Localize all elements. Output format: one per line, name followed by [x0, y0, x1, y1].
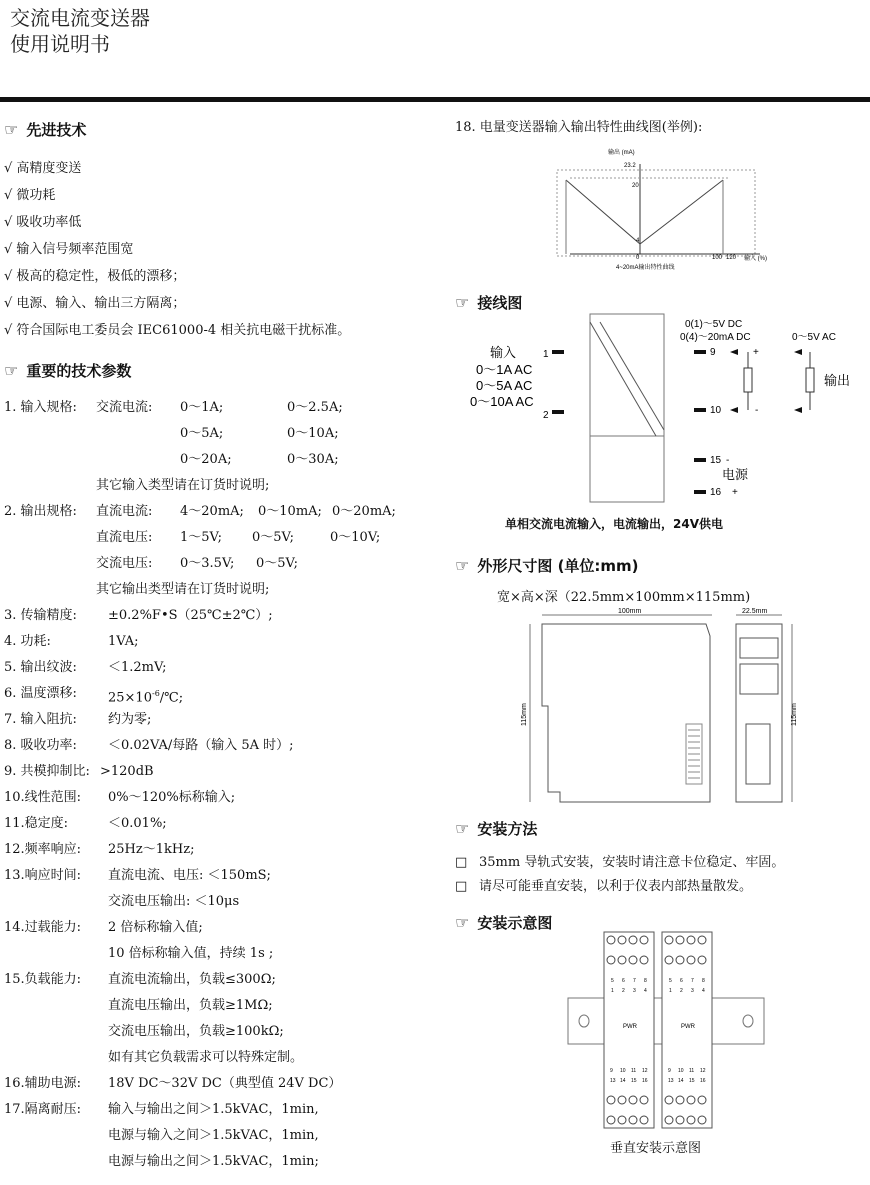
width-label: 100mm: [618, 608, 642, 615]
terminal-number: 4: [644, 988, 647, 994]
install-heading: [455, 818, 537, 839]
params-heading: [4, 360, 131, 381]
terminal-number: 3: [633, 988, 636, 994]
param-value: ＜0.01%;: [108, 816, 167, 831]
curve-y-tick: 0: [636, 255, 640, 261]
dims-heading-text: 外形尺寸图 (单位:mm): [477, 557, 639, 575]
pin-1-label: 1: [543, 349, 549, 360]
drift-unit: /℃;: [159, 690, 184, 706]
param-note: 其它输入类型请在订货时说明;: [96, 478, 270, 493]
param-value: 0～10A;: [287, 426, 339, 441]
schematic-caption: 垂直安装示意图: [610, 1141, 702, 1156]
param-num: 10.线性范围:: [4, 790, 82, 805]
terminal-number: 12: [700, 1068, 706, 1074]
curve-y-tick: 4: [636, 238, 640, 244]
param-value: 直流电流输出，负载≤300Ω;: [108, 972, 276, 987]
param-num: 4. 功耗:: [4, 634, 51, 649]
param-num: 14.过载能力:: [4, 920, 82, 935]
pin-16-label: 16: [710, 487, 722, 498]
terminal-number: 5: [669, 978, 672, 984]
output-minus: -: [755, 405, 759, 416]
param-note: 其它输出类型请在订货时说明;: [96, 582, 270, 597]
power-minus: -: [726, 455, 730, 466]
pointing-hand-icon: ☞: [4, 120, 19, 139]
param-value: [108, 687, 183, 705]
output-type-dc-v: 0(1)～5V DC: [685, 319, 743, 330]
dimension-drawing: [520, 606, 810, 810]
curve-x-title: 输入 (%): [744, 256, 767, 262]
terminal-number: 11: [631, 1068, 637, 1074]
param-value: 电源与输入之间＞1.5kVAC，1min,: [108, 1128, 319, 1143]
terminal-number: 2: [680, 988, 683, 994]
terminal-number: 4: [702, 988, 705, 994]
curve-y-tick: 20: [632, 183, 639, 189]
feature-item: √ 高精度变送: [4, 161, 82, 176]
terminal-number: 13: [668, 1078, 674, 1084]
pointing-hand-icon: ☞: [455, 293, 470, 312]
param-value: 0～5A;: [180, 426, 224, 441]
param-value: 0%～120%标称输入;: [108, 790, 236, 805]
param-num: 13.响应时间:: [4, 868, 82, 883]
terminal-number: 15: [631, 1078, 637, 1084]
curve-y-title: 输出 (mA): [608, 150, 635, 156]
terminal-number: 1: [611, 988, 614, 994]
document-subtitle: 使用说明书: [10, 32, 110, 56]
param-num: 15.负载能力:: [4, 972, 82, 987]
param-value: 0～2.5A;: [287, 400, 343, 415]
pwr-label: PWR: [623, 1024, 637, 1030]
param-label: 直流电流:: [96, 504, 153, 519]
install-bullet: □: [455, 879, 468, 894]
params-heading-text: 重要的技术参数: [26, 362, 132, 380]
document-title: 交流电流变送器: [10, 6, 150, 30]
param-num: 12.频率响应:: [4, 842, 82, 857]
param-value: 0～5V;: [252, 530, 295, 545]
param-num: 3. 传输精度:: [4, 608, 77, 623]
input-range: 0～10A AC: [470, 394, 534, 409]
terminal-number: 13: [610, 1078, 616, 1084]
param-value: 1～5V;: [180, 530, 223, 545]
transmitter-module-left: [604, 932, 654, 1128]
depth-label: 115mm: [791, 703, 798, 726]
header-rule: [0, 97, 870, 102]
module-side-view: [542, 624, 710, 802]
terminal-number: 16: [642, 1078, 648, 1084]
param-num: 5. 输出纹波:: [4, 660, 77, 675]
power-plus: +: [732, 487, 738, 498]
param-value: 输入与输出之间＞1.5kVAC，1min,: [108, 1102, 319, 1117]
param-value: 0～5V;: [256, 556, 299, 571]
voltage-load-resistor: [744, 368, 752, 392]
terminal-number: 7: [691, 978, 694, 984]
param-num: 8. 吸收功率:: [4, 738, 77, 753]
curve-caption: 4~20mA输出特性曲线: [616, 265, 675, 271]
rail-hole: [579, 1015, 589, 1027]
input-range: 0～5A AC: [476, 378, 533, 393]
terminal-number: 6: [680, 978, 683, 984]
param-value: >120dB: [100, 764, 154, 779]
param-value: 约为零;: [108, 712, 152, 727]
arrow-icon: [730, 349, 802, 413]
characteristic-curve: [540, 142, 790, 277]
param-value: 直流电压输出，负载≥1MΩ;: [108, 998, 273, 1013]
param-value: 0～20mA;: [332, 504, 396, 519]
pointing-hand-icon: ☞: [455, 819, 470, 838]
param-label: 交流电压:: [96, 556, 153, 571]
install-bullet: □: [455, 855, 468, 870]
param-value: ±0.2%F•S（25℃±2℃）;: [108, 608, 273, 623]
rail-hole: [743, 1015, 753, 1027]
terminal-number: 10: [620, 1068, 626, 1074]
output-plus: +: [753, 347, 759, 358]
feature-item: √ 极高的稳定性，极低的漂移；: [4, 269, 186, 284]
param-num: 16.辅助电源:: [4, 1076, 82, 1091]
terminal-number: 14: [620, 1078, 626, 1084]
terminal-number: 12: [642, 1068, 648, 1074]
param-value: 25Hz～1kHz;: [108, 842, 195, 857]
pin-15-terminal: [694, 458, 706, 462]
param-value: 0～20A;: [180, 452, 232, 467]
wiring-heading: [455, 292, 522, 313]
dims-subtitle: 宽×高×深（22.5mm×100mm×115mm): [497, 590, 751, 605]
terminal-number: 11: [689, 1068, 695, 1074]
curve-line-right: [640, 180, 723, 244]
param-value: 0～3.5V;: [180, 556, 235, 571]
dims-heading: [455, 555, 639, 576]
feature-item: √ 微功耗: [4, 188, 56, 203]
param-value: 电源与输出之间＞1.5kVAC，1min;: [108, 1154, 319, 1169]
pin-1-terminal: [552, 350, 564, 354]
param-value: 如有其它负载需求可以特殊定制。: [108, 1050, 304, 1065]
wiring-heading-text: 接线图: [477, 294, 523, 312]
terminal-number: 10: [678, 1068, 684, 1074]
feature-item: √ 符合国际电工委员会 IEC61000-4 相关抗电磁干扰标准。: [4, 323, 351, 338]
install-item: 35mm 导轨式安装，安装时请注意卡位稳定、牢固。: [479, 855, 785, 870]
param-value: 直流电流、电压: ＜150mS;: [108, 868, 271, 883]
ac-load-resistor: [806, 368, 814, 392]
param-label: 直流电压:: [96, 530, 153, 545]
pin-2-terminal: [552, 410, 564, 414]
side-width-label: 22.5mm: [742, 608, 768, 615]
curve-line-left: [566, 180, 640, 244]
features-heading-text: 先进技术: [26, 121, 87, 139]
drift-base: 25×10: [108, 690, 152, 706]
terminal-number: 8: [702, 978, 705, 984]
param-value: ＜1.2mV;: [108, 660, 167, 675]
input-range: 0～1A AC: [476, 362, 533, 377]
param-value: 18V DC～32V DC（典型值 24V DC）: [108, 1076, 342, 1091]
output-type-dc-ma: 0(4)～20mA DC: [680, 332, 751, 343]
param-num: 11.稳定度:: [4, 816, 69, 831]
terminal-number: 5: [611, 978, 614, 984]
param-num: 17.隔离耐压:: [4, 1102, 82, 1117]
schematic-heading: [455, 912, 552, 933]
pin-9-label: 9: [710, 347, 716, 358]
pin-9-terminal: [694, 350, 706, 354]
height-label: 115mm: [521, 703, 528, 726]
curve-y-tick: 23.2: [624, 163, 636, 169]
pin-10-terminal: [694, 408, 706, 412]
pin-15-label: 15: [710, 455, 722, 466]
param-value: 4～20mA;: [180, 504, 244, 519]
input-title: 输入: [490, 345, 517, 360]
param-num: 9. 共模抑制比:: [4, 764, 90, 779]
pointing-hand-icon: ☞: [455, 556, 470, 575]
feature-item: √ 输入信号频率范围宽: [4, 242, 134, 257]
wiring-diagram: [460, 312, 860, 510]
terminal-number: 7: [633, 978, 636, 984]
schematic-heading-text: 安装示意图: [477, 914, 553, 932]
terminal-number: 3: [691, 988, 694, 994]
curve-frame: [557, 170, 755, 256]
param-label: 交流电流:: [96, 400, 153, 415]
param-value: 0～30A;: [287, 452, 339, 467]
install-item: 请尽可能垂直安装，以利于仪表内部热量散发。: [479, 879, 753, 894]
terminal-number: 6: [622, 978, 625, 984]
module-body: [590, 314, 664, 502]
pwr-label: PWR: [681, 1024, 695, 1030]
param-value: 2 倍标称输入值;: [108, 920, 203, 935]
terminal-number: 16: [700, 1078, 706, 1084]
param-value: 0～1A;: [180, 400, 224, 415]
front-terminal-block: [740, 664, 778, 694]
terminal-number: 2: [622, 988, 625, 994]
feature-item: √ 电源、输入、输出三方隔离；: [4, 296, 186, 311]
param-value: ＜0.02VA/每路（输入 5A 时）;: [108, 738, 294, 753]
output-type-ac-v: 0～5V AC: [792, 332, 836, 343]
wiring-caption: 单相交流电流输入，电流输出，24V供电: [505, 517, 723, 531]
terminal-number: 9: [610, 1068, 613, 1074]
curve-x-tick: 120: [726, 255, 737, 261]
param-num: 7. 输入阻抗:: [4, 712, 77, 727]
param-num: 2. 输出规格:: [4, 504, 77, 519]
installation-schematic: [566, 930, 766, 1135]
terminal-number: 8: [644, 978, 647, 984]
output-label: 输出: [824, 373, 851, 388]
param-num: 1. 输入规格:: [4, 400, 77, 415]
param-num: 6. 温度漂移:: [4, 686, 77, 701]
front-vent: [746, 724, 770, 784]
pin-10-label: 10: [710, 405, 722, 416]
param-value: 交流电压输出，负载≥100kΩ;: [108, 1024, 284, 1039]
curve-heading: 18. 电量变送器输入输出特性曲线图(举例):: [455, 120, 703, 135]
terminal-number: 15: [689, 1078, 695, 1084]
terminal-number: 9: [668, 1068, 671, 1074]
param-value: 0～10mA;: [258, 504, 322, 519]
feature-item: √ 吸收功率低: [4, 215, 82, 230]
power-label: 电源: [722, 467, 749, 482]
param-value: 0～10V;: [330, 530, 381, 545]
terminal-number: 1: [669, 988, 672, 994]
terminal-number: 14: [678, 1078, 684, 1084]
drift-exponent: -6: [151, 689, 160, 698]
pin-2-label: 2: [543, 410, 549, 421]
pointing-hand-icon: ☞: [455, 913, 470, 932]
features-heading: [4, 119, 86, 140]
pin-16-terminal: [694, 490, 706, 494]
param-value: 10 倍标称输入值，持续 1s ;: [108, 946, 274, 961]
param-value: 1VA;: [108, 634, 139, 649]
install-heading-text: 安装方法: [477, 820, 538, 838]
param-value: 交流电压输出: ＜10μs: [108, 894, 240, 909]
curve-x-tick: 100: [712, 255, 723, 261]
front-terminal-block: [740, 638, 778, 658]
pointing-hand-icon: ☞: [4, 361, 19, 380]
transmitter-module-right: [662, 932, 712, 1128]
